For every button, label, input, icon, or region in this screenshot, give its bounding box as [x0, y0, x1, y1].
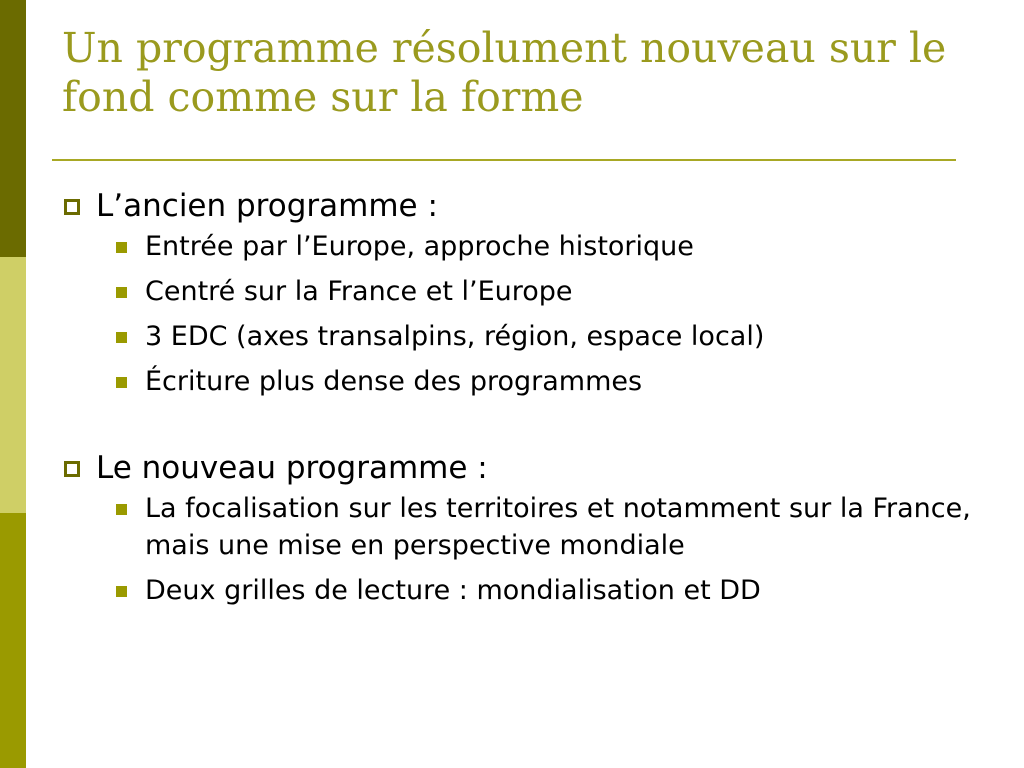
slide-content	[64, 184, 984, 617]
list-item	[116, 273, 984, 310]
list-item-text: Entrée par l’Europe, approche historique	[145, 231, 694, 262]
list-item	[116, 228, 984, 265]
list-item-text: La focalisation sur les territoires et notamment sur la France, mais une mise en perspective mondiale	[145, 493, 971, 561]
list-item-text: 3 EDC (axes transalpins, région, espace local)	[145, 321, 765, 352]
list-item	[116, 318, 984, 355]
title-divider	[52, 159, 956, 161]
section-heading-new-program	[64, 446, 984, 490]
new-program-list	[64, 490, 984, 609]
list-item	[116, 572, 984, 609]
list-item-text: Deux grilles de lecture : mondialisation et DD	[145, 575, 761, 606]
filled-square-bullet-icon	[116, 332, 127, 343]
filled-square-bullet-icon	[116, 377, 127, 388]
list-item	[116, 490, 984, 564]
list-item-text: Centré sur la France et l’Europe	[145, 276, 573, 307]
old-program-list	[64, 228, 984, 400]
filled-square-bullet-icon	[116, 287, 127, 298]
hollow-square-bullet-icon	[64, 199, 80, 215]
slide-title: Un programme résolument nouveau sur le fond comme sur la forme	[62, 24, 947, 121]
filled-square-bullet-icon	[116, 504, 127, 515]
section-spacer	[64, 408, 984, 446]
section-heading-text: L’ancien programme :	[96, 188, 438, 224]
filled-square-bullet-icon	[116, 242, 127, 253]
section-heading-text: Le nouveau programme :	[96, 450, 488, 486]
side-band-bottom	[0, 513, 26, 768]
hollow-square-bullet-icon	[64, 461, 80, 477]
list-item	[116, 363, 984, 400]
side-band-middle	[0, 257, 26, 513]
side-band-top	[0, 0, 26, 257]
section-heading-old-program	[64, 184, 984, 228]
list-item-text: Écriture plus dense des programmes	[145, 366, 643, 397]
filled-square-bullet-icon	[116, 586, 127, 597]
